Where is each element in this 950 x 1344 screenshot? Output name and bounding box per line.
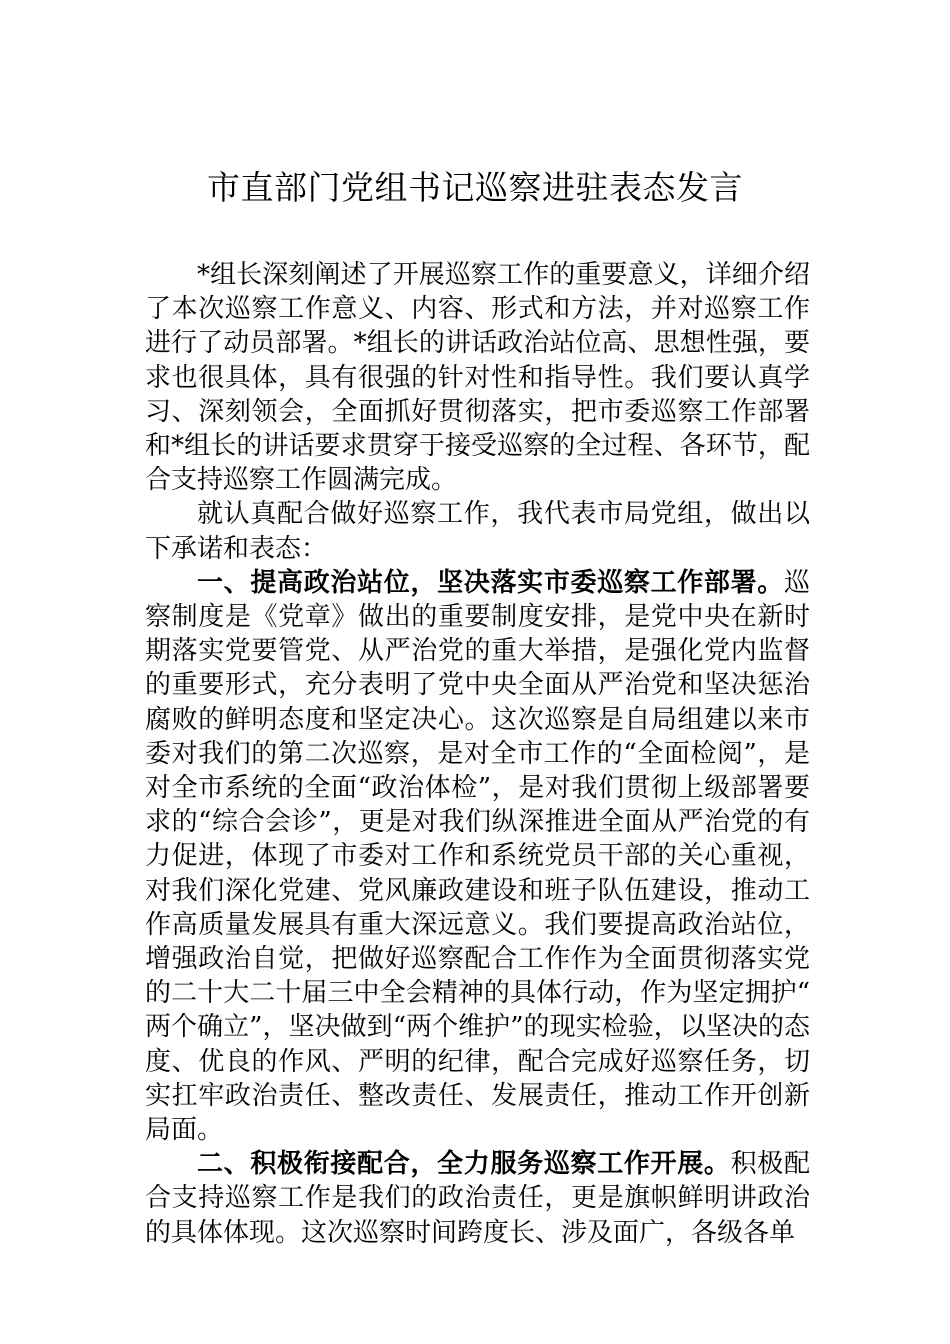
paragraph-2-text: 就认真配合做好巡察工作，我代表市局党组，做出以下承诺和表态： xyxy=(145,499,810,564)
section-1-heading: 一、提高政治站位，坚决落实市委巡察工作部署。 xyxy=(197,567,784,598)
paragraph-3 xyxy=(145,566,810,1147)
paragraph-4 xyxy=(145,1147,810,1250)
paragraph-1-text: *组长深刻阐述了开展巡察工作的重要意义，详细介绍了本次巡察工作意义、内容、形式和方法，并对巡察工作进行了动员部署。*组长的讲话政治站位高、思想性强，要求也很具体，具有很强的针对性和指导性。我们要认真学习、深刻领会，全面抓好贯彻落实，把市委巡察工作部署和*组长的讲话要求贯穿于接受巡察的全过程、各环节，配合支持巡察工作圆满完成。 xyxy=(145,260,810,496)
section-2-heading: 二、积极衔接配合，全力服务巡察工作开展。 xyxy=(197,1149,731,1180)
document-body xyxy=(145,258,810,1250)
paragraph-1 xyxy=(145,258,810,497)
section-2-text: 积极配合支持巡察工作是我们的政治责任，更是旗帜鲜明讲政治的具体体现。这次巡察时间跨度长、涉及面广，各级各单 xyxy=(145,1149,810,1248)
paragraph-2 xyxy=(145,497,810,565)
document-title: 市直部门党组书记巡察进驻表态发言 xyxy=(207,168,743,207)
section-1-text: 巡察制度是《党章》做出的重要制度安排，是党中央在新时期落实党要管党、从严治党的重大举措，是强化党内监督的重要形式，充分表明了党中央全面从严治党和坚决惩治腐败的鲜明态度和坚定决心。这次巡察是自局组建以来市委对我们的第二次巡察，是对全市工作的“全面检阅”，是对全市系统的全面“政治体检”，是对我们贯彻上级部署要求的“综合会诊”，更是对我们纵深推进全面从严治党的有力促进，体现了市委对工作和系统党员干部的关心重视，对我们深化党建、党风廉政建设和班子队伍建设，推动工作高质量发展具有重大深远意义。我们要提高政治站位，增强政治自觉，把做好巡察配合工作作为全面贯彻落实党的二十大二十届三中全会精神的具体行动，作为坚定拥护“两个确立”，坚决做到“两个维护”的现实检验，以坚决的态度、优良的作风、严明的纪律，配合完成好巡察任务，切实扛牢政治责任、整改责任、发展责任，推动工作开创新局面。 xyxy=(145,567,810,1146)
